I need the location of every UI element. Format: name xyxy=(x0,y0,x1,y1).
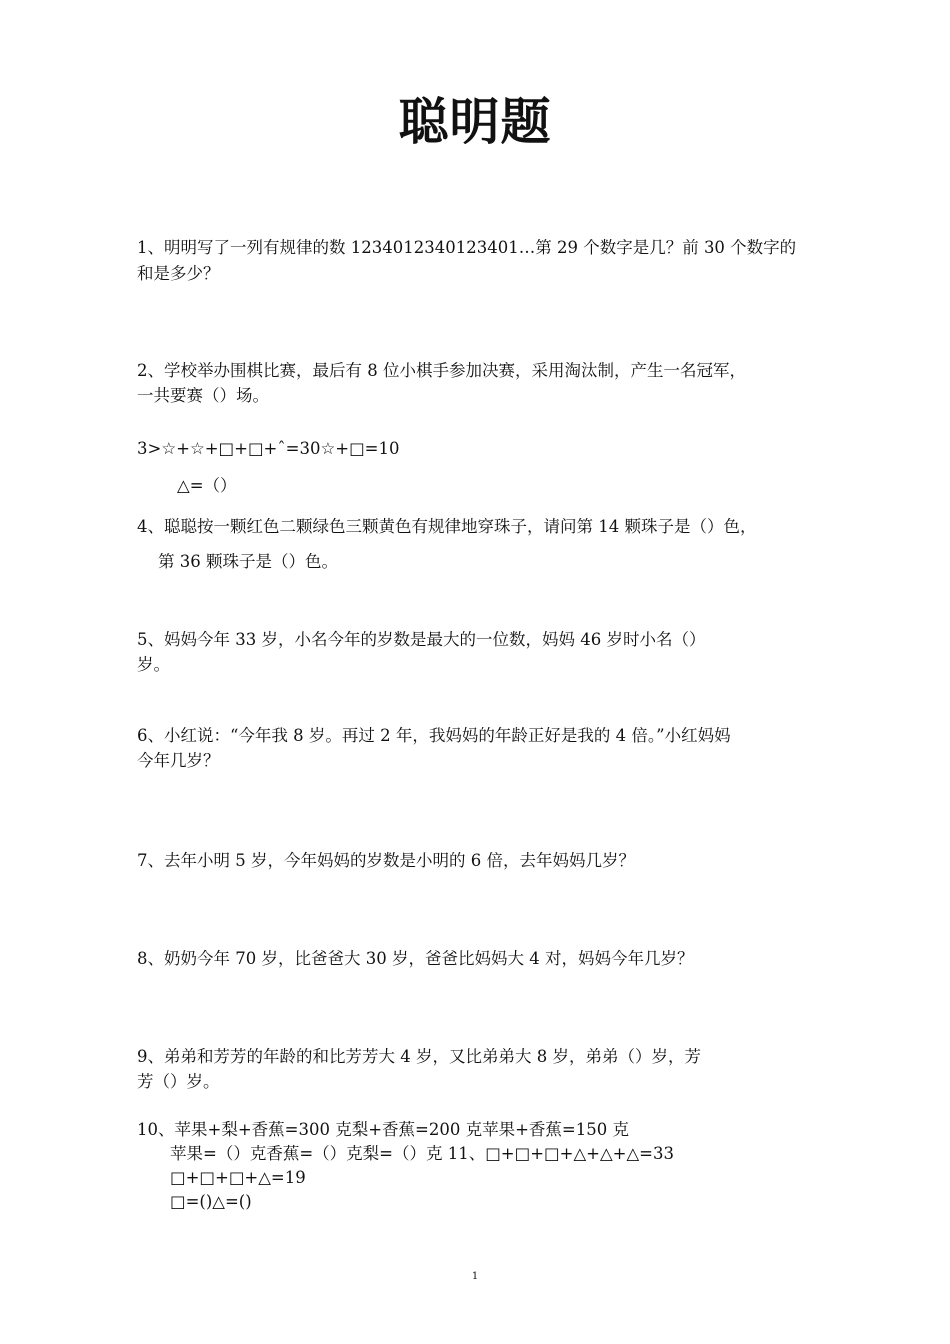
question-1-line-2: 和是多少？ xyxy=(137,264,220,283)
question-10-line-1: 10、苹果+梨+香蕉=300 克梨+香蕉=200 克苹果+香蕉=150 克 xyxy=(137,1120,629,1139)
question-4-line-2: 第 36 颗珠子是（）色。 xyxy=(158,552,338,571)
question-2-line-2: 一共要赛（）场。 xyxy=(137,386,269,405)
question-4-line-1: 4、聪聪按一颗红色二颗绿色三颗黄色有规律地穿珠子，请问第 14 颗珠子是（）色， xyxy=(137,517,757,536)
question-8-line-1: 8、奶奶今年 70 岁，比爸爸大 30 岁，爸爸比妈妈大 4 对，妈妈今年几岁？ xyxy=(137,949,694,968)
question-11-line-1: □+□+□+△=19 xyxy=(170,1168,306,1187)
question-5-line-1: 5、妈妈今年 33 岁，小名今年的岁数是最大的一位数，妈妈 46 岁时小名（） xyxy=(137,630,706,649)
question-7-line-1: 7、去年小明 5 岁，今年妈妈的岁数是小明的 6 倍，去年妈妈几岁？ xyxy=(137,851,635,870)
page-title: 聪明题 xyxy=(398,93,552,151)
question-1-line-1: 1、明明写了一列有规律的数 1234012340123401…第 29 个数字是几？前 30 个数字的 xyxy=(137,238,797,257)
question-9-line-2: 芳（）岁。 xyxy=(137,1072,220,1091)
question-11-line-2: □=()△=() xyxy=(170,1192,252,1211)
question-9-line-1: 9、弟弟和芳芳的年龄的和比芳芳大 4 岁，又比弟弟大 8 岁，弟弟（）岁，芳 xyxy=(137,1047,701,1066)
question-5-line-2: 岁。 xyxy=(137,655,170,674)
question-6-line-1: 6、小红说：“今年我 8 岁。再过 2 年，我妈妈的年龄正好是我的 4 倍。”小红妈妈 xyxy=(137,726,731,745)
question-2-line-1: 2、学校举办围棋比赛，最后有 8 位小棋手参加决赛，采用淘汰制，产生一名冠军， xyxy=(137,361,746,380)
question-10-line-2: 苹果=（）克香蕉=（）克梨=（）克 11、□+□+□+△+△+△=33 xyxy=(170,1144,674,1163)
page-number: 1 xyxy=(471,1271,479,1282)
question-6-line-2: 今年几岁？ xyxy=(137,751,220,770)
question-3-line-2: △=（） xyxy=(177,476,237,495)
question-3-line-1: 3>☆+☆+□+□+ˆ=30☆+□=10 xyxy=(137,439,400,458)
